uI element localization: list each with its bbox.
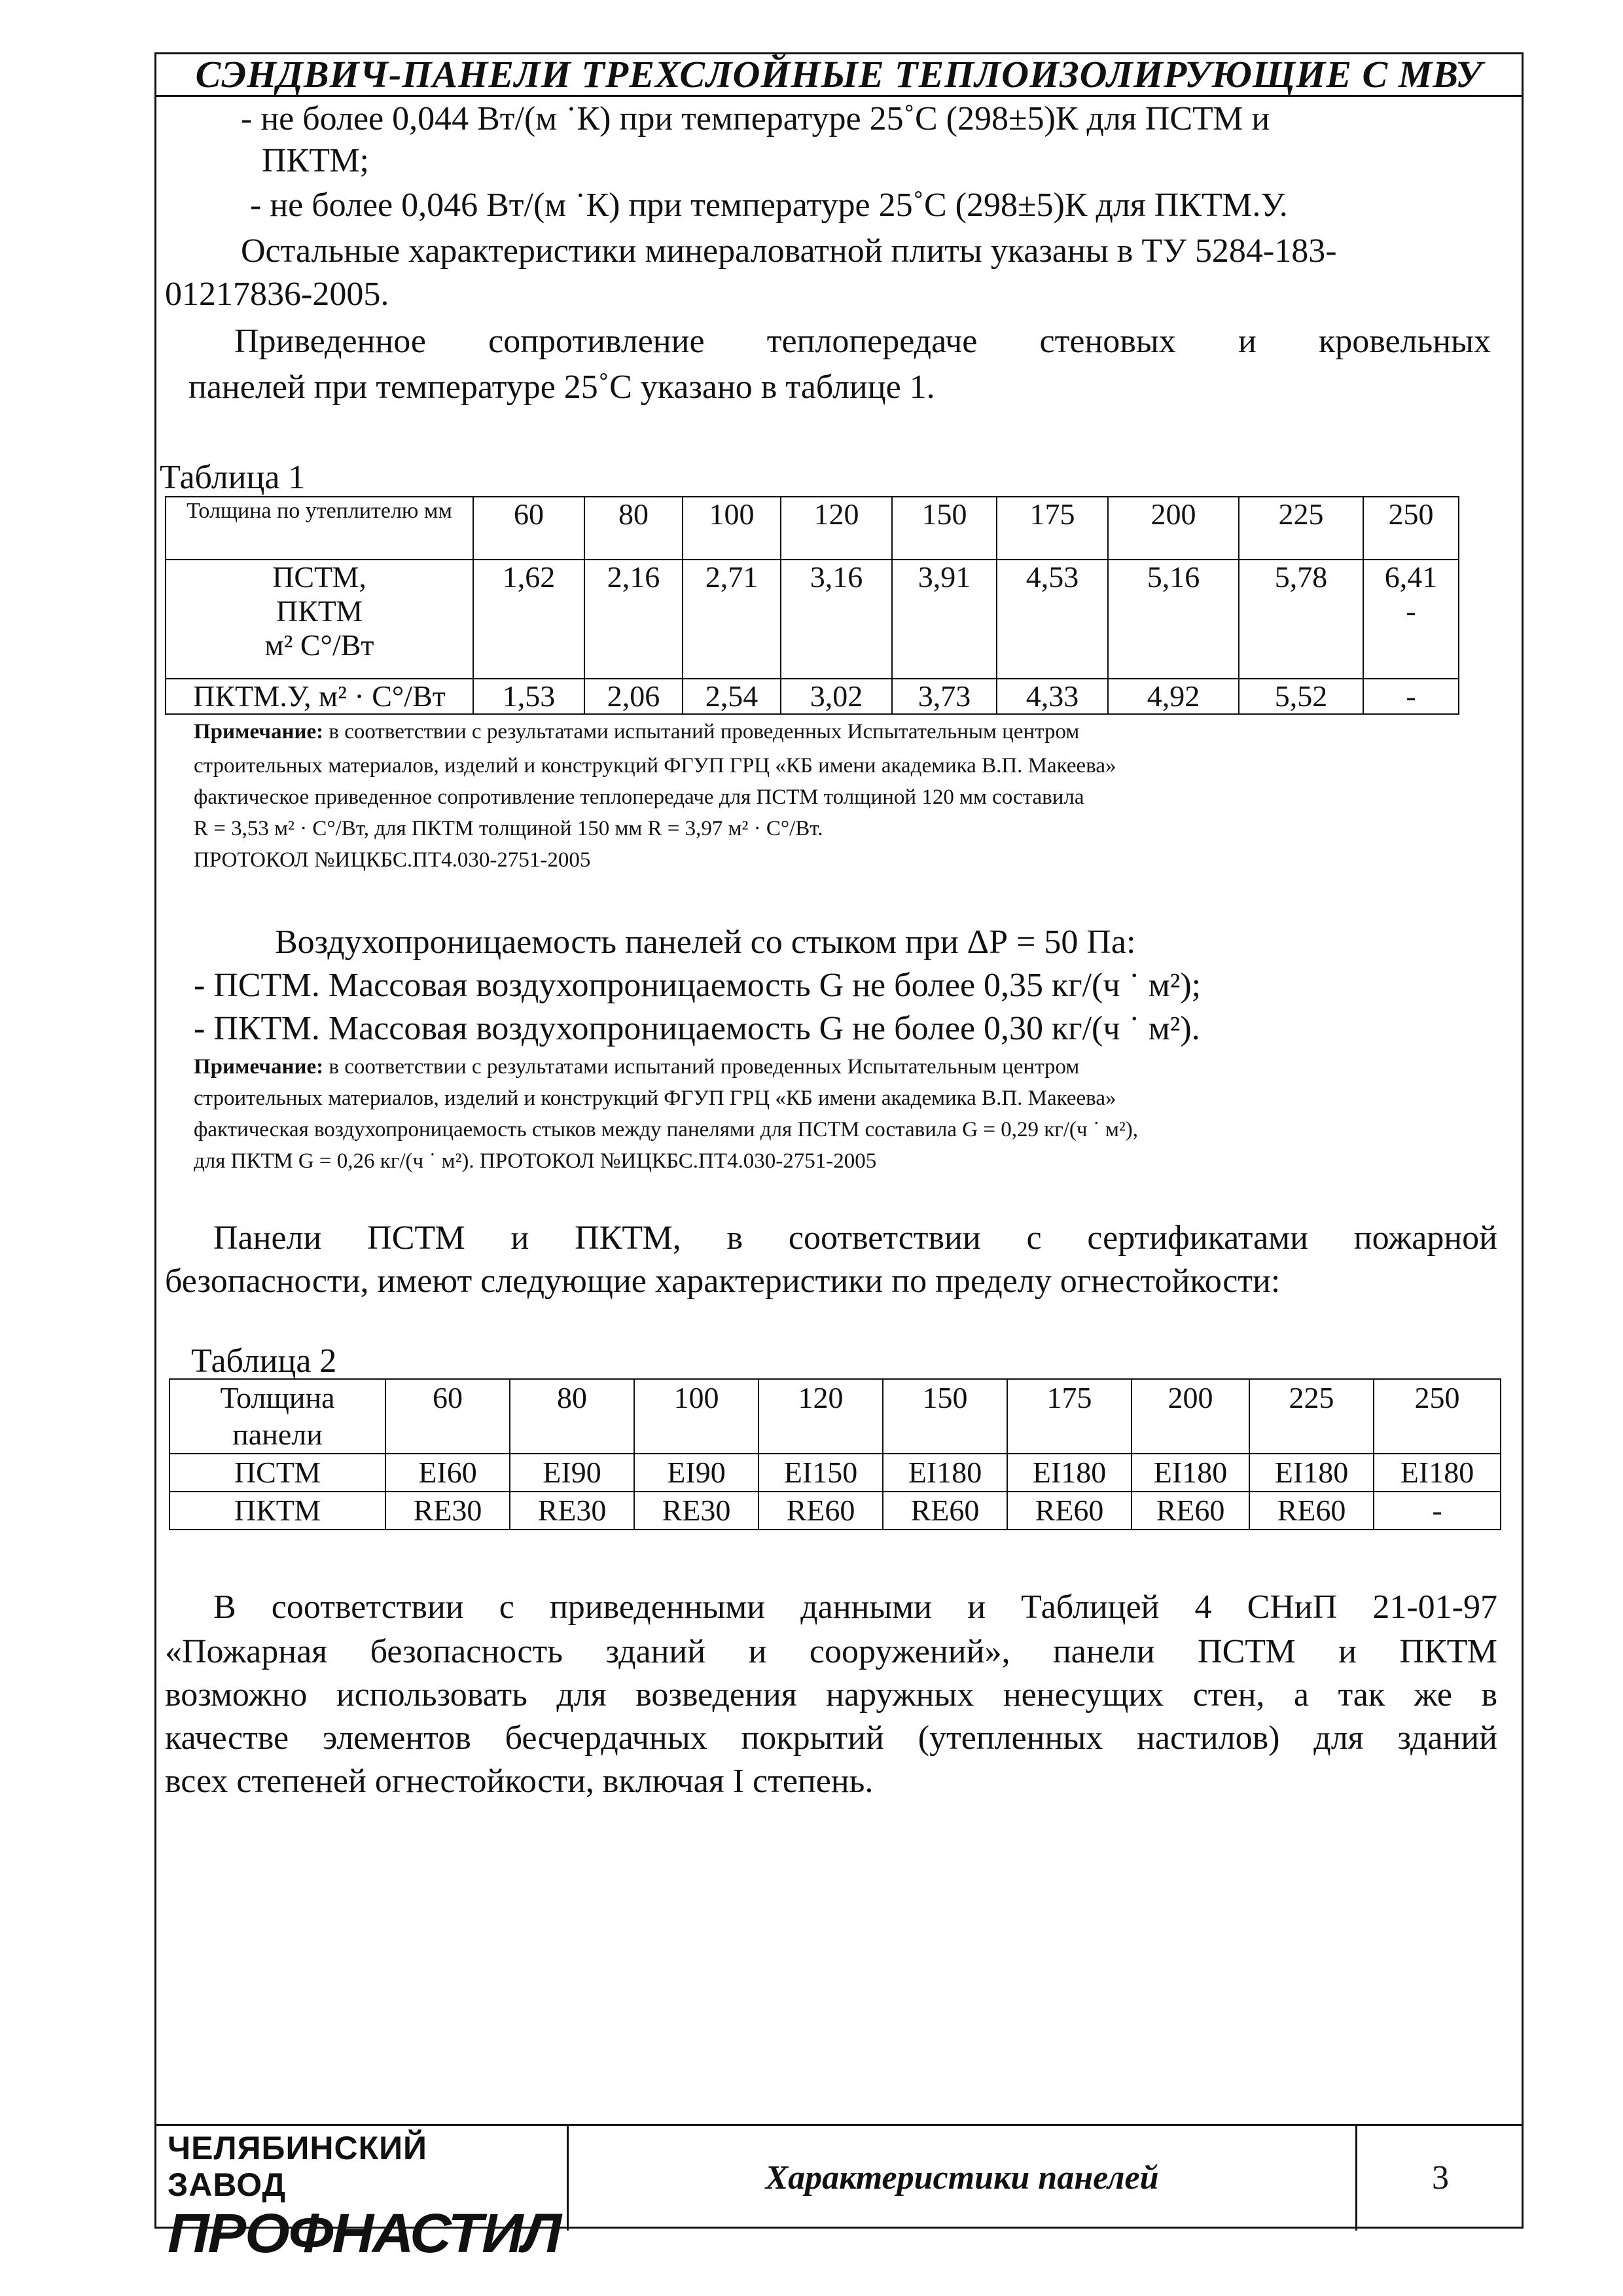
air-line-2: - ПСТМ. Массовая воздухопроницаемость G не более 0,35 кг/(ч ˙ м²); xyxy=(194,967,1202,1004)
table2-value-cell: EI180 xyxy=(1249,1454,1374,1492)
table1-thickness-cell: 100 xyxy=(683,497,781,560)
table1-value-cell: 2,54 xyxy=(683,679,781,714)
table1-value-cell: 1,62 xyxy=(473,560,584,679)
intro-line-4: Остальные характеристики минераловатной плиты указаны в ТУ 5284-183- xyxy=(241,232,1337,270)
conclusion-line-5: всех степеней огнестойкости, включая I степень. xyxy=(165,1763,874,1800)
table1-value-cell: 2,16 xyxy=(584,560,683,679)
table1-value-cell: 5,52 xyxy=(1239,679,1363,714)
table1-header-row xyxy=(166,497,1459,560)
logo-brand-text: ПРОФНАСТИЛ xyxy=(168,2202,560,2264)
table1-value-cell: 5,78 xyxy=(1239,560,1363,679)
table1-value-cell: 3,91 xyxy=(892,560,997,679)
table1-row1-label-c: м² С°/Вт xyxy=(264,628,374,662)
table2-value-cell: RE30 xyxy=(510,1492,634,1530)
table1-row-pktm-u xyxy=(166,679,1459,714)
note2-label: Примечание: xyxy=(194,1055,324,1079)
table2-row-pstm xyxy=(169,1454,1501,1492)
table1-value-cell: 1,53 xyxy=(473,679,584,714)
table1-header-label: Толщина по утеплителю мм xyxy=(166,497,473,560)
note1-line-2: строительных материалов, изделий и конструкций ФГУП ГРЦ «КБ имени академика В.П. Макеева» xyxy=(194,754,1116,778)
fire-line-1: Панели ПСТМ и ПКТМ, в соответствии с сертификатами пожарной xyxy=(213,1219,1497,1257)
note1-line-1 xyxy=(194,719,1079,745)
table2-value-cell: RE60 xyxy=(883,1492,1007,1530)
table2-value-cell: EI60 xyxy=(385,1454,510,1492)
table1-value-cell: 3,16 xyxy=(781,560,892,679)
table1-value-dash: - xyxy=(1406,594,1416,628)
table2-value-cell: RE60 xyxy=(1007,1492,1132,1530)
table2-thickness-cell: 80 xyxy=(510,1379,634,1454)
note1-line-3: фактическое приведенное сопротивление теплопередаче для ПСТМ толщиной 120 мм составила xyxy=(194,785,1084,809)
note1-text: в соответствии с результатами испытаний проведенных Испытательным центром xyxy=(323,720,1080,744)
table2-value-cell: EI180 xyxy=(1132,1454,1249,1492)
table1-value-cell-last xyxy=(1363,560,1459,679)
page-footer xyxy=(154,2124,1524,2264)
table2-header-label-b: панели xyxy=(232,1418,323,1451)
table2-thickness-cell: 250 xyxy=(1374,1379,1501,1454)
table2-value-cell: - xyxy=(1374,1492,1501,1530)
table2-value-cell: EI90 xyxy=(510,1454,634,1492)
note2-line-1 xyxy=(194,1054,1079,1080)
note1-label: Примечание: xyxy=(194,720,324,744)
table1-row1-label-b: ПКТМ xyxy=(276,594,363,628)
table1-thickness-cell: 60 xyxy=(473,497,584,560)
table2-thickness-cell: 175 xyxy=(1007,1379,1132,1454)
table2-value-cell: RE60 xyxy=(1249,1492,1374,1530)
table2-value-cell: RE30 xyxy=(634,1492,758,1530)
table2-value-cell: EI90 xyxy=(634,1454,758,1492)
table1-thickness-cell: 225 xyxy=(1239,497,1363,560)
note2-line-2: строительных материалов, изделий и конструкций ФГУП ГРЦ «КБ имени академика В.П. Макеева» xyxy=(194,1086,1116,1110)
table1-value-cell: 4,92 xyxy=(1108,679,1239,714)
conclusion-line-2: «Пожарная безопасность зданий и сооружений», панели ПСТМ и ПКТМ xyxy=(165,1633,1497,1670)
intro-line-1: - не более 0,044 Вт/(м ˙К) при температуре 25˚С (298±5)К для ПСТМ и xyxy=(241,100,1270,137)
table2-value-cell: RE60 xyxy=(1132,1492,1249,1530)
company-logo xyxy=(168,2130,560,2264)
table1-value-cell: 2,06 xyxy=(584,679,683,714)
table1-value-cell: 3,73 xyxy=(892,679,997,714)
table1-thickness-cell: 250 xyxy=(1363,497,1459,560)
table2-pktm-label: ПКТМ xyxy=(169,1492,385,1530)
conclusion-line-4: качестве элементов бесчердачных покрытий (утепленных настилов) для зданий xyxy=(165,1719,1497,1757)
note1-line-4: R = 3,53 м² · С°/Вт, для ПКТМ толщиной 150 мм R = 3,97 м² · С°/Вт. xyxy=(194,817,823,840)
table2-value-cell: EI180 xyxy=(1007,1454,1132,1492)
table2-value-cell: RE30 xyxy=(385,1492,510,1530)
table1-row-pstm-pktm xyxy=(166,560,1459,679)
table2-header-row xyxy=(169,1379,1501,1454)
page-number: 3 xyxy=(1432,2159,1449,2197)
note2-line-3: фактическая воздухопроницаемость стыков между панелями для ПСТМ составила G = 0,29 кг/(ч ˙ м²), xyxy=(194,1118,1139,1141)
table2-thickness-cell: 60 xyxy=(385,1379,510,1454)
footer-title: Характеристики панелей xyxy=(765,2159,1159,2197)
page-title: СЭНДВИЧ-ПАНЕЛИ ТРЕХСЛОЙНЫЕ ТЕПЛОИЗОЛИРУЮЩИЕ С МВУ xyxy=(154,52,1524,97)
note2-text: в соответствии с результатами испытаний проведенных Испытательным центром xyxy=(323,1055,1080,1079)
conclusion-line-1: В соответствии с приведенными данными и Таблицей 4 СНиП 21-01-97 xyxy=(213,1588,1497,1626)
table1-value-cell: 4,33 xyxy=(997,679,1108,714)
logo-top-text: ЧЕЛЯБИНСКИЙ ЗАВОД xyxy=(168,2130,427,2203)
table1-value: 6,41 xyxy=(1384,560,1438,594)
table2-value-cell: EI180 xyxy=(1374,1454,1501,1492)
table1-row1-label xyxy=(166,560,473,679)
table1-thickness-cell: 80 xyxy=(584,497,683,560)
intro-line-3: - не более 0,046 Вт/(м ˙К) при температуре 25˚С (298±5)К для ПКТМ.У. xyxy=(250,187,1288,224)
air-line-1: Воздухопроницаемость панелей со стыком при ΔР = 50 Па: xyxy=(275,924,1136,961)
table1-caption: Таблица 1 xyxy=(160,459,306,496)
table1-thickness-cell: 120 xyxy=(781,497,892,560)
intro-line-6: Приведенное сопротивление теплопередаче стеновых и кровельных xyxy=(234,323,1491,360)
air-line-3: - ПКТМ. Массовая воздухопроницаемость G не более 0,30 кг/(ч ˙ м²). xyxy=(194,1010,1200,1047)
table2-thickness-cell: 225 xyxy=(1249,1379,1374,1454)
conclusion-line-3: возможно использовать для возведения наружных ненесущих стен, а так же в xyxy=(165,1676,1497,1713)
table2-value-cell: RE60 xyxy=(758,1492,883,1530)
table2-thickness-cell: 100 xyxy=(634,1379,758,1454)
note2-line-4: для ПКТМ G = 0,26 кг/(ч ˙ м²). ПРОТОКОЛ №ИЦКБС.ПТ4.030-2751-2005 xyxy=(194,1149,877,1173)
table1-thickness-cell: 175 xyxy=(997,497,1108,560)
table1-value-cell: 3,02 xyxy=(781,679,892,714)
table1-value-cell: 5,16 xyxy=(1108,560,1239,679)
table1-thickness-cell: 200 xyxy=(1108,497,1239,560)
table2-caption: Таблица 2 xyxy=(191,1342,337,1380)
table2-value-cell: EI180 xyxy=(883,1454,1007,1492)
table1-thickness-cell: 150 xyxy=(892,497,997,560)
table2-thickness-cell: 120 xyxy=(758,1379,883,1454)
fire-line-2: безопасности, имеют следующие характеристики по пределу огнестойкости: xyxy=(165,1263,1281,1300)
table1-value-cell: - xyxy=(1363,679,1459,714)
table2-thickness-cell: 200 xyxy=(1132,1379,1249,1454)
table1-value-cell: 2,71 xyxy=(683,560,781,679)
table2-pstm-label: ПСТМ xyxy=(169,1454,385,1492)
table2-header-label-a: Толщина xyxy=(220,1381,335,1414)
table2-row-pktm xyxy=(169,1492,1501,1530)
table1-row2-label: ПКТМ.У, м² · С°/Вт xyxy=(166,679,473,714)
intro-line-7: панелей при температуре 25˚С указано в таблице 1. xyxy=(188,368,935,406)
note1-line-5: ПРОТОКОЛ №ИЦКБС.ПТ4.030-2751-2005 xyxy=(194,848,591,872)
table1 xyxy=(165,496,1459,715)
table2-thickness-cell: 150 xyxy=(883,1379,1007,1454)
table2-header-label xyxy=(169,1379,385,1454)
table2-value-cell: EI150 xyxy=(758,1454,883,1492)
intro-line-5: 01217836-2005. xyxy=(165,276,389,313)
intro-line-2: ПКТМ; xyxy=(262,142,369,179)
table1-row1-label-a: ПСТМ, xyxy=(272,560,366,594)
table1-value-cell: 4,53 xyxy=(997,560,1108,679)
table2 xyxy=(169,1378,1501,1530)
